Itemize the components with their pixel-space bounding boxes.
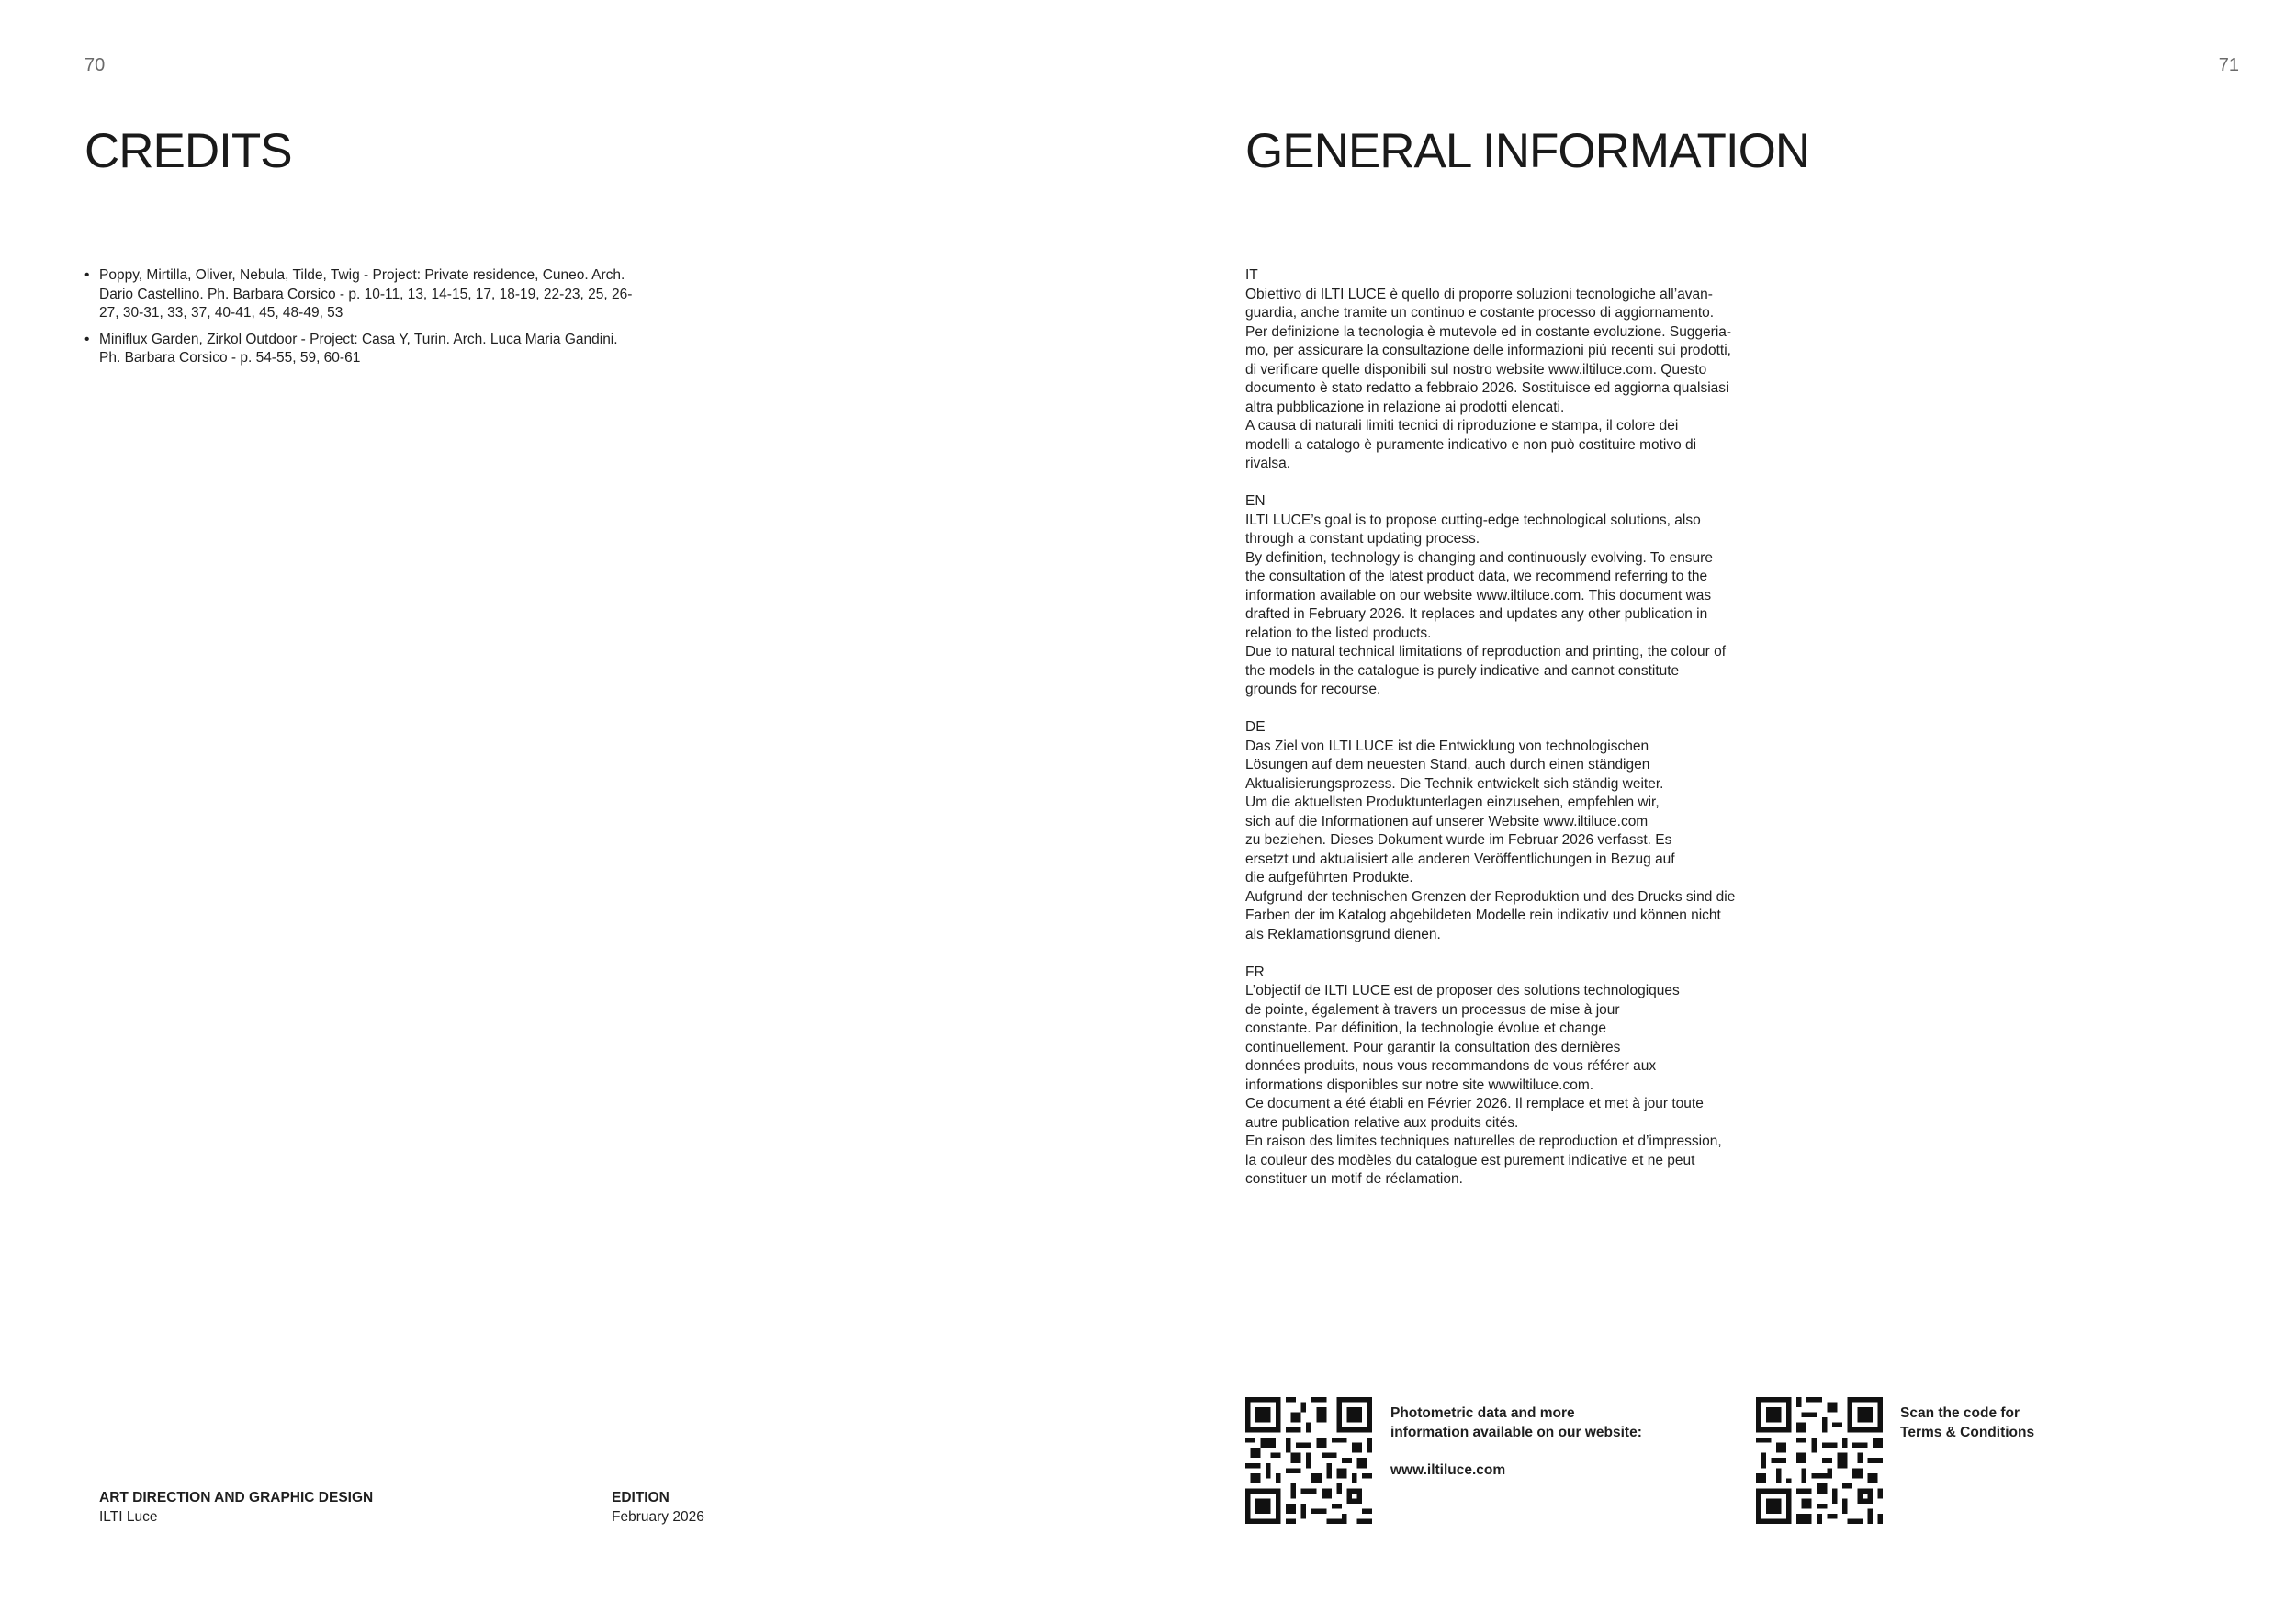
- art-direction-value: ILTI Luce: [99, 1508, 158, 1525]
- qr-code-terms-icon[interactable]: [1756, 1397, 1883, 1524]
- lang-text: Obiettivo di ILTI LUCE è quello di proporre soluzioni tecnologiche all’avan- guardia, anche tramite un continuo e costante processo di aggiornamento. Per definizione la tecnologia è mutevole ed in costante evoluzione. Suggeria- mo, per assicurare la consultazione delle informazioni più recenti sui prodotti, di verificare quelle disponibili sul nostro website www.iltiluce.com. Questo documento è stato redatto a febbraio 2026. Sostituisce ed aggiorna qualsiasi altra pubblicazione in relazione ai prodotti elencati. A causa di naturali limiti tecnici di riproduzione e stampa, il colore dei modelli a catalogo è puramente indicativo e non può costituire motivo di rivalsa.: [1245, 286, 1732, 471]
- page-title-credits: CREDITS: [84, 124, 292, 178]
- edition-block: [612, 1489, 704, 1527]
- lang-block-en: [1245, 492, 1796, 700]
- lang-block-de: [1245, 718, 1796, 944]
- credits-item: • Miniflux Garden, Zirkol Outdoor - Project: Casa Y, Turin. Arch. Luca Maria Gandini. Ph. Barbara Corsico - p. 54-55, 59, 60-61: [84, 331, 636, 368]
- lang-code: DE: [1245, 719, 1266, 735]
- website-link[interactable]: www.iltiluce.com: [1390, 1461, 1506, 1478]
- page-title-general-information: GENERAL INFORMATION: [1245, 124, 1810, 178]
- qr-photometric-line1: Photometric data and more: [1390, 1405, 1575, 1421]
- qr-terms-line1: Scan the code for: [1900, 1405, 2020, 1421]
- credits-list: [84, 266, 636, 376]
- qr-terms-caption: [1900, 1404, 2034, 1442]
- qr-photometric-line2: information available on our website:: [1390, 1424, 1642, 1440]
- qr-code-photometric-icon[interactable]: [1245, 1397, 1372, 1524]
- lang-code: FR: [1245, 964, 1265, 980]
- general-information-text: [1245, 266, 1796, 1208]
- lang-block-it: [1245, 266, 1796, 474]
- lang-text: L’objectif de ILTI LUCE est de proposer des solutions technologiques de pointe, également à travers un processus de mise à jour constante. Par définition, la technologie évolue et change continuellement. Pour garantir la consultation des dernières données produits, nous vous recommandons de vous référer aux informations disponibles sur notre site wwwiltiluce.com. Ce document a été établi en Février 2026. Il remplace et met à jour toute autre publication relative aux produits cités. En raison des limites techniques naturelles de reproduction et d’impression, la couleur des modèles du catalogue est purement indicative et ne peut constituer un motif de réclamation.: [1245, 983, 1722, 1187]
- credits-item: • Poppy, Mirtilla, Oliver, Nebula, Tilde, Twig - Project: Private residence, Cuneo. Arch. Dario Castellino. Ph. Barbara Corsico - p. 10-11, 13, 14-15, 17, 18-19, 22-23, 25, 26-27, 30-31, 33, 37, 40-41, 45, 48-49, 53: [84, 266, 636, 323]
- lang-code: EN: [1245, 493, 1266, 509]
- art-direction-label: ART DIRECTION AND GRAPHIC DESIGN: [99, 1490, 374, 1506]
- edition-value: February 2026: [612, 1508, 704, 1525]
- qr-photometric-caption: [1390, 1404, 1642, 1480]
- page-number-right: 71: [2218, 55, 2239, 75]
- edition-label: EDITION: [612, 1490, 670, 1506]
- qr-terms-line2: Terms & Conditions: [1900, 1424, 2035, 1440]
- page-number-left: 70: [84, 55, 106, 75]
- art-direction-block: [99, 1489, 373, 1527]
- lang-text: Das Ziel von ILTI LUCE ist die Entwicklung von technologischen Lösungen auf dem neuesten Stand, auch durch einen ständigen Aktualisierungsprozess. Die Technik entwickelt sich ständig weiter. Um die aktuellsten Produktunterlagen einzusehen, empfehlen wir, sich auf die Informationen auf unserer Website www.iltiluce.com zu beziehen. Dieses Dokument wurde im Februar 2026 verfasst. Es ersetzt und aktualisiert alle anderen Veröffentlichungen in Bezug auf die aufgeführten Produkte. Aufgrund der technischen Grenzen der Reproduktion und des Drucks sind die Farben der im Katalog abgebildeten Modelle rein indikativ und können nicht als Reklamationsgrund dienen.: [1245, 738, 1736, 942]
- lang-text: ILTI LUCE’s goal is to propose cutting-edge technological solutions, also through a constant updating process. By definition, technology is changing and continuously evolving. To ensure the consultation of the latest product data, we recommend referring to the information available on our website www.iltiluce.com. This document was drafted in February 2026. It replaces and updates any other publication in relation to the listed products. Due to natural technical limitations of reproduction and printing, the colour of the models in the catalogue is purely indicative and cannot constitute grounds for recourse.: [1245, 512, 1726, 697]
- lang-block-fr: [1245, 964, 1796, 1190]
- lang-code: IT: [1245, 267, 1258, 283]
